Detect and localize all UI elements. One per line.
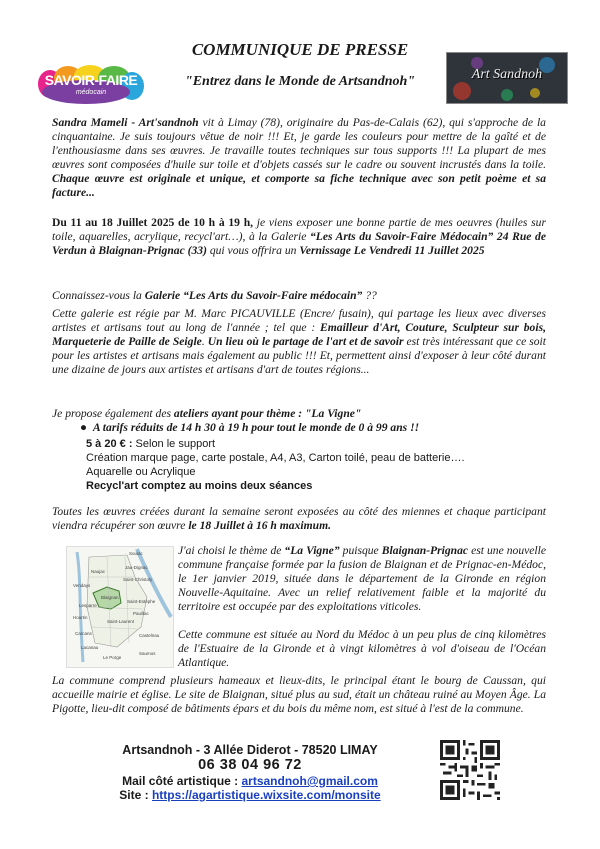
site-link[interactable]: https://agartistique.wixsite.com/monsite <box>151 788 381 802</box>
contact-phone: 06 38 04 96 72 <box>198 757 302 773</box>
artist-name: Sandra Mameli - Art'sandnoh <box>52 116 199 129</box>
gallery-text-sep: . <box>201 335 208 348</box>
map-label-castelnau: Castelnau <box>139 633 160 638</box>
workshops-line-3: Recycl'art comptez au moins deux séances <box>86 480 313 492</box>
savoir-faire-logo <box>36 64 146 108</box>
exhibition-dates: Du 11 au 18 Juillet 2025 de 10 h à 19 h, <box>52 216 254 229</box>
workshops-bullet-text: A tarifs réduits de 14 h 30 à 19 h pour tout le monde de 0 à 99 ans !! <box>92 421 420 434</box>
intro-text: vit à Limay (78), originaire du Pas-de-Calais (62), qui s'approche de la cinquantaine. Je suis toujours vêtue de noir !!! Et, je garde les couleurs pour mettre de la gaîté et de l'enthousiasme dans ses œuvres. Je travaille toutes techniques sur tous supports !!! La plupart de mes œuvres sont composées d'huile sur toile et d'objets cassés sur le cadre ou souvent incrustés dans la toile. <box>52 116 546 171</box>
dates-text: je viens exposer une bonne partie de mes oeuvres (huiles sur toile, aquarelles, acrylique, recycl'art…), à la Galerie <box>52 216 546 243</box>
gallery-paragraph <box>52 307 546 377</box>
gallery-question <box>52 289 546 303</box>
contact-site <box>60 788 440 802</box>
works-deadline: le 18 Juillet à 16 h maximum. <box>188 519 331 532</box>
mail-label: Mail côté artistique : <box>122 774 242 788</box>
vernissage-date: Vernissage Le Vendredi 11 Juillet 2025 <box>299 244 485 257</box>
dates-text-2: qui vous offrira un <box>206 244 300 257</box>
gallery-name: Galerie “Les Arts du Savoir-Faire médocain” <box>144 289 363 302</box>
page-title: COMMUNIQUE DE PRESSE <box>191 40 409 59</box>
vigne-commune: Blaignan-Prignac <box>381 544 469 557</box>
logo-right-text: Art Sandnoh <box>471 67 543 82</box>
bullet-icon: ● <box>80 421 88 434</box>
commune-paragraph: La commune comprend plusieurs hameaux et lieux-dits, le principal étant le bourg de Caussan, qui accueille mairie et église. Le site de Blaignan, situé plus au sud, était un château ruiné au Moyen Âge. La Pigotte, lieu-dit composé de bâtiments épars et du bois du même nom, est situé à l'est de la commune. <box>52 674 546 715</box>
workshops-theme: "La Vigne" <box>302 407 362 420</box>
gallery-question-text: Connaissez-vous la <box>52 289 145 302</box>
workshops-price <box>86 437 215 451</box>
workshops-line-2: Aquarelle ou Acrylique <box>86 466 196 478</box>
vigne-theme: “La Vigne” <box>284 544 340 557</box>
vigne-text-2: puisque <box>339 544 382 557</box>
gallery-text-2: est très intéressant que ce soit pour les artistes et artisans mais également au public !!! Et, permettent ainsi d'exposer à leur côté durant une dizaine de jours aux artistes et artisans d'art de toutes régions... <box>52 335 546 376</box>
workshops-intro <box>52 407 546 421</box>
map-label-carcans: Carcans <box>75 631 92 636</box>
intro-paragraph <box>52 116 546 200</box>
workshops-theme-label: ateliers ayant pour thème : <box>173 407 303 420</box>
workshops-bullet <box>80 421 419 435</box>
qr-code[interactable] <box>440 740 500 800</box>
price-note: Selon le support <box>132 438 216 450</box>
gallery-emphasis: Un lieu où le partage de l'art et de savoir <box>207 335 404 348</box>
vigne-text: J'ai choisi le thème de <box>178 544 285 557</box>
price-range: 5 à 20 € : <box>86 438 133 450</box>
map-label-saint-laurent: Saint-Laurent <box>107 619 135 624</box>
map-label-blaignan: Blaignan <box>101 595 119 600</box>
map-label-saumos: Saumos <box>139 651 156 656</box>
workshops-intro-text: Je propose également des <box>52 407 174 420</box>
gallery-address: “Les Arts du Savoir-Faire Médocain” 24 Rue de Verdun à Blaignan-Prignac (33) <box>52 230 546 257</box>
contact-mail <box>60 774 440 788</box>
map-label-pauillac: Pauillac <box>133 611 149 616</box>
gallery-crafts: Emailleur d'Art, Couture, Sculpteur sur bois, Marqueterie de Paille de Seigle <box>52 321 546 348</box>
page-subtitle: "Entrez dans le Monde de Artsandnoh" <box>184 74 416 89</box>
workshops-line-1: Création marque page, carte postale, A4, A3, Carton toilé, peau de batterie…. <box>86 452 465 464</box>
vigne-description: est une nouvelle commune française formée par la fusion de Blaignan et de Prignac-en-Médoc, le 1er janvier 2019, située dans le département de la Gironde en région Nouvelle-Aquitaine. Avec un relief relativement faible et la majorité du territoire est occupée par des exploitations viticoles. <box>178 544 547 613</box>
map-label-jau-dignac: Jau-Dignac <box>125 565 148 570</box>
exhibition-dates-paragraph <box>52 216 546 258</box>
gallery-text: Cette galerie est régie par M. Marc PICAUVILLE (Encre/ fusain), qui partage les lieux avec diverses artistes et artisans tout au long de l'année ; tel que : <box>52 307 546 334</box>
map-graphic <box>67 547 173 667</box>
site-label: Site : <box>119 788 152 802</box>
map-label-soulac: Soulac <box>129 551 143 556</box>
vigne-paragraph <box>178 544 546 614</box>
mail-link[interactable]: artsandnoh@gmail.com <box>241 774 378 788</box>
map-label-le-porge: Le Porge <box>103 655 122 660</box>
map-label-saint-christoly: Saint-Christoly <box>123 577 153 582</box>
map-label-hourtin: Hourtin <box>73 615 88 620</box>
logo-sub-text: médocain <box>75 89 107 96</box>
works-paragraph <box>52 505 546 533</box>
gallery-question-end: ?? <box>362 289 377 302</box>
medoc-map <box>66 546 174 668</box>
map-label-lesparre: Lesparre <box>79 603 97 608</box>
map-label-saint-estephe: Saint-Estèphe <box>127 599 156 604</box>
artsandnoh-logo <box>446 52 568 104</box>
map-label-vendays: Vendays <box>73 583 91 588</box>
works-text: Toutes les œuvres créées durant la semaine seront exposées au côté des miennes et chaque participant viendra récupérer son œuvre <box>52 505 546 532</box>
qr-code-icon <box>440 740 500 800</box>
vigne-location-paragraph: Cette commune est située au Nord du Médoc à un peu plus de cinq kilomètres de l'Estuaire de la Gironde et à vingt kilomètres à vol d'oiseau de l'Océan Atlantique. <box>178 628 546 669</box>
map-label-lacanau: Lacanau <box>81 645 99 650</box>
intro-emphasis: Chaque œuvre est originale et unique, et comporte sa fiche technique avec son petit poème et sa facture... <box>52 172 546 199</box>
logo-main-text: SAVOIR-FAIRE <box>44 72 138 88</box>
map-label-naujac: Naujac <box>91 569 106 574</box>
contact-address: Artsandnoh - 3 Allée Diderot - 78520 LIMAY <box>122 743 378 757</box>
